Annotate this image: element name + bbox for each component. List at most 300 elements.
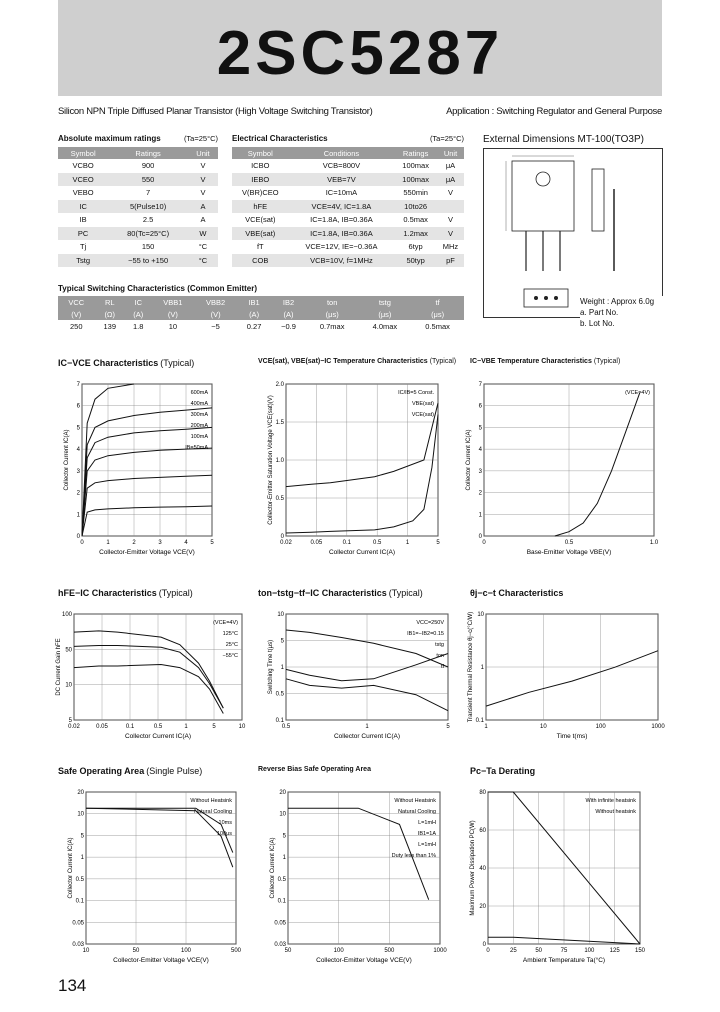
table-cell: IC=10mA bbox=[325, 188, 358, 198]
table-cell: Tstg bbox=[58, 254, 108, 268]
y-tick-label: 0.1 bbox=[75, 898, 84, 905]
chart-title-text: θj−c−t Characteristics bbox=[470, 588, 564, 598]
x-axis-label: Collector Current IC(A) bbox=[328, 549, 396, 556]
chart-annotation: 125°C bbox=[222, 631, 238, 637]
x-tick-label: 100 bbox=[595, 724, 606, 730]
chart-title-text: IC−VBE Temperature Characteristics bbox=[470, 358, 592, 365]
x-tick-label: 10 bbox=[238, 724, 246, 730]
x-tick-label: 0.5 bbox=[153, 724, 163, 730]
table-cell: IC=1.8A, IB=0.36A bbox=[289, 227, 395, 241]
x-tick-label: 1 bbox=[106, 540, 110, 546]
table-cell: IEBO bbox=[232, 173, 289, 187]
chart-title-text: ton−tstg−tf−IC Characteristics bbox=[258, 588, 387, 598]
chart-title bbox=[258, 766, 458, 773]
column-header: (A) bbox=[237, 308, 271, 320]
table-cell: V bbox=[447, 215, 453, 225]
table-cell: 150 bbox=[141, 242, 155, 252]
x-tick-label: 1.0 bbox=[649, 540, 659, 546]
table-cell: COB bbox=[232, 254, 289, 268]
y-tick-label: 4 bbox=[478, 447, 482, 454]
chart-annotation: Natural Cooling bbox=[398, 809, 436, 815]
y-tick-label: 0.05 bbox=[274, 920, 286, 927]
table-row bbox=[232, 213, 464, 227]
chart-title bbox=[470, 766, 670, 776]
y-tick-label: 0.5 bbox=[277, 876, 286, 883]
y-axis-label: Collector Current IC(A) bbox=[64, 429, 70, 491]
chart-annotation: tf bbox=[440, 664, 444, 670]
y-axis-label: Collector Current IC(A) bbox=[68, 837, 74, 899]
chart-theta-t bbox=[470, 588, 670, 743]
y-tick-label: 10 bbox=[477, 612, 484, 618]
chart-annotation: IB1=−IB2=0.15 bbox=[407, 631, 444, 637]
abs-max-table bbox=[58, 147, 218, 267]
x-tick-label: 1000 bbox=[433, 948, 447, 954]
table-cell: IC=1.8A, IB=0.36A bbox=[310, 215, 373, 225]
table-cell: 2.5 bbox=[142, 215, 154, 225]
chart-svg bbox=[258, 602, 458, 743]
table-cell: 6typ bbox=[408, 242, 423, 252]
y-tick-label: 60 bbox=[479, 828, 486, 834]
column-header: VBB1 bbox=[152, 296, 195, 308]
chart-annotation: IB=50mA bbox=[185, 445, 208, 451]
table-cell: V bbox=[188, 173, 218, 187]
table-cell: VEB=7V bbox=[289, 173, 395, 187]
table-cell: 100max bbox=[402, 161, 429, 171]
x-axis-label: Collector-Emitter Voltage VCE(V) bbox=[99, 549, 195, 556]
y-tick-label: 40 bbox=[479, 866, 486, 872]
y-tick-label: 100 bbox=[61, 612, 72, 618]
table-cell: 50typ bbox=[394, 254, 437, 268]
chart-title-text: Safe Operating Area bbox=[58, 766, 145, 776]
column-header: (A) bbox=[125, 308, 152, 320]
column-header: Symbol bbox=[232, 147, 289, 159]
x-tick-label: 0 bbox=[486, 948, 490, 954]
table-cell: 4.0max bbox=[372, 322, 398, 332]
x-tick-label: 1 bbox=[405, 540, 410, 546]
chart-annotation: Without Heatsink bbox=[394, 798, 436, 804]
x-tick-label: 0.5 bbox=[564, 540, 574, 546]
chart-annotation: IC/IB=5 Const. bbox=[398, 390, 434, 396]
chart-title bbox=[258, 358, 458, 365]
table-row bbox=[232, 227, 464, 241]
y-tick-label: 80 bbox=[479, 790, 486, 796]
chart-title-text: Pc−Ta Derating bbox=[470, 766, 536, 776]
column-header: (Ω) bbox=[95, 308, 125, 320]
table-cell: °C bbox=[198, 242, 208, 252]
x-tick-label: 0 bbox=[482, 540, 486, 546]
x-tick-label: 50 bbox=[535, 948, 543, 954]
chart-annotation: VCC=250V bbox=[416, 620, 444, 626]
chart-typical-label: (Typical) bbox=[158, 588, 193, 598]
chart-typical-label: (Typical) bbox=[593, 358, 621, 365]
table-cell: VCEO bbox=[58, 173, 108, 187]
chart-ic-vbe bbox=[466, 358, 670, 558]
x-tick-label: 0.5 bbox=[373, 540, 382, 546]
y-tick-label: 10 bbox=[65, 682, 72, 689]
chart-hfe-ic bbox=[58, 588, 244, 743]
x-tick-label: 3 bbox=[158, 540, 162, 546]
x-axis-label: Base-Emitter Voltage VBE(V) bbox=[526, 549, 612, 556]
table-row bbox=[58, 173, 218, 187]
y-tick-label: 2 bbox=[478, 490, 482, 497]
table-cell: ICBO bbox=[251, 161, 270, 171]
table-cell: °C bbox=[188, 254, 218, 268]
abs-max-condition: (Ta=25°C) bbox=[183, 134, 218, 143]
chart-svg bbox=[58, 372, 244, 558]
chart-annotation: 100mA bbox=[190, 434, 208, 440]
column-header: (A) bbox=[271, 308, 306, 320]
y-tick-label: 0.5 bbox=[75, 876, 84, 883]
y-tick-label: 20 bbox=[479, 904, 486, 910]
column-header: VCC bbox=[58, 296, 95, 308]
x-axis-label: Ambient Temperature Ta(°C) bbox=[522, 957, 606, 964]
chart-typical-label: (Single Pulse) bbox=[146, 766, 203, 776]
chart-typical-label: (Typical) bbox=[160, 358, 195, 368]
table-cell: W bbox=[188, 227, 218, 241]
table-cell: 1.2max bbox=[394, 227, 437, 241]
table-cell: 10to26 bbox=[394, 200, 437, 214]
y-tick-label: 50 bbox=[65, 647, 72, 654]
x-tick-label: 125 bbox=[609, 948, 620, 954]
chart-title-text: VCE(sat), VBE(sat)−IC Temperature Characteristics bbox=[258, 358, 428, 365]
x-tick-label: 0.02 bbox=[280, 540, 292, 546]
chart-annotation: With infinite heatsink bbox=[585, 798, 636, 804]
table-row bbox=[58, 200, 218, 214]
table-cell: MHz bbox=[442, 242, 459, 252]
chart-title bbox=[470, 588, 670, 598]
x-tick-label: 10 bbox=[539, 724, 547, 730]
y-tick-label: 2.0 bbox=[275, 382, 284, 388]
chart-rbsoa bbox=[258, 766, 458, 966]
x-tick-label: 0.02 bbox=[68, 724, 80, 730]
table-cell: hFE bbox=[232, 200, 289, 214]
table-cell: A bbox=[200, 215, 206, 225]
series-line-2 bbox=[82, 448, 212, 536]
chart-annotation: tstg bbox=[435, 642, 444, 648]
weight-note: Weight : Approx 6.0g bbox=[580, 297, 655, 306]
y-tick-label: 20 bbox=[279, 790, 286, 796]
series-line-1 bbox=[82, 475, 212, 536]
y-tick-label: 0 bbox=[482, 942, 486, 948]
switching-title: Typical Switching Characteristics (Common Emitter) bbox=[58, 284, 258, 293]
y-tick-label: 6 bbox=[76, 403, 80, 410]
table-row bbox=[232, 173, 464, 187]
abs-max-title: Absolute maximum ratings bbox=[58, 134, 161, 143]
x-tick-label: 100 bbox=[180, 948, 192, 954]
part-number: 2SC5287 bbox=[216, 19, 504, 88]
table-cell: 250 bbox=[70, 322, 83, 332]
chart-annotation: Without heatsink bbox=[595, 809, 636, 815]
y-tick-label: 5 bbox=[80, 833, 84, 840]
table-row bbox=[58, 186, 218, 200]
y-tick-label: 10 bbox=[279, 811, 286, 818]
table-cell: pF bbox=[437, 254, 464, 268]
column-header: RL bbox=[95, 296, 125, 308]
column-header: tf bbox=[411, 296, 464, 308]
table-cell bbox=[437, 200, 464, 214]
y-axis-label: Switching Time t(μs) bbox=[268, 639, 274, 695]
marking-dot bbox=[544, 296, 548, 300]
dimensions-drawing bbox=[483, 148, 663, 318]
table-cell: μA bbox=[437, 173, 464, 187]
dimension-notes bbox=[580, 296, 664, 329]
chart-annotation: −55°C bbox=[222, 653, 238, 659]
column-header: (V) bbox=[152, 308, 195, 320]
y-tick-label: 0.05 bbox=[72, 920, 84, 927]
column-header: (μs) bbox=[359, 308, 412, 320]
y-tick-label: 0 bbox=[478, 534, 482, 540]
column-header: tstg bbox=[359, 296, 412, 308]
y-axis-label: Maximum Power Dissipation PC(W) bbox=[470, 820, 476, 916]
chart-ic-vce bbox=[58, 358, 244, 558]
chart-title bbox=[58, 766, 244, 776]
x-tick-label: 5 bbox=[436, 540, 440, 546]
table-cell: fT bbox=[256, 242, 264, 252]
chart-annotation: 400mA bbox=[190, 401, 208, 407]
y-tick-label: 10 bbox=[77, 811, 84, 818]
table-row bbox=[232, 159, 464, 173]
package-body bbox=[512, 161, 574, 231]
y-tick-label: 0 bbox=[76, 534, 80, 540]
x-tick-label: 5 bbox=[212, 724, 216, 730]
table-cell: PC bbox=[58, 227, 108, 241]
y-tick-label: 0.03 bbox=[72, 942, 84, 948]
x-axis-label: Collector Current IC(A) bbox=[124, 733, 192, 740]
table-cell: IC bbox=[58, 200, 108, 214]
y-tick-label: 0.5 bbox=[275, 691, 284, 698]
electrical-table bbox=[232, 147, 464, 267]
table-row bbox=[58, 254, 218, 268]
x-tick-label: 100 bbox=[333, 948, 344, 954]
y-tick-label: 2 bbox=[76, 490, 80, 497]
chart-sw-ic bbox=[258, 588, 458, 743]
x-tick-label: 50 bbox=[284, 948, 292, 954]
chart-svg bbox=[258, 372, 458, 558]
table-cell: VCB=10V, f=1MHz bbox=[289, 254, 395, 268]
chart-annotation: 200mA bbox=[190, 423, 208, 429]
chart-annotation: Natural Cooling bbox=[194, 809, 232, 815]
column-header: ton bbox=[306, 296, 359, 308]
chart-title bbox=[470, 358, 670, 365]
column-header: Ratings bbox=[394, 147, 437, 159]
electrical-condition: (Ta=25°C) bbox=[429, 134, 464, 143]
electrical-section bbox=[232, 134, 464, 267]
series-line-0 bbox=[555, 393, 640, 536]
chart-annotation: (VCE=4V) bbox=[625, 390, 650, 396]
table-cell: 900 bbox=[141, 161, 155, 171]
chart-svg bbox=[466, 372, 670, 558]
chart-title bbox=[58, 358, 244, 368]
y-tick-label: 5 bbox=[76, 425, 80, 432]
y-tick-label: 20 bbox=[77, 790, 84, 796]
chart-annotation: Without Heatsink bbox=[190, 798, 232, 804]
y-tick-label: 1 bbox=[76, 512, 80, 519]
table-cell: 550 bbox=[108, 173, 188, 187]
column-header: IB2 bbox=[271, 296, 306, 308]
x-tick-label: 500 bbox=[384, 948, 395, 954]
chart-soa bbox=[58, 766, 244, 966]
column-header: VBB2 bbox=[194, 296, 237, 308]
table-cell: 0.5max bbox=[403, 215, 428, 225]
table-row bbox=[58, 213, 218, 227]
x-tick-label: 0.05 bbox=[310, 540, 323, 546]
table-cell: V bbox=[447, 188, 453, 198]
y-tick-label: 4 bbox=[76, 447, 80, 454]
y-axis-label: Collector-Emitter Saturation Voltage VCE(sat)(V) bbox=[268, 395, 274, 525]
table-cell: IB bbox=[79, 215, 87, 225]
x-tick-label: 10 bbox=[82, 948, 90, 954]
chart-typical-label: (Typical) bbox=[388, 588, 423, 598]
chart-svg bbox=[58, 602, 244, 743]
chart-pc-ta bbox=[470, 766, 670, 966]
column-header: (V) bbox=[58, 308, 95, 320]
series-line-1 bbox=[286, 414, 438, 533]
y-tick-label: 0.03 bbox=[274, 942, 286, 948]
x-tick-label: 50 bbox=[132, 948, 140, 954]
table-cell: μA bbox=[445, 161, 456, 171]
table-cell: VCE=4V, IC=1.8A bbox=[289, 200, 395, 214]
table-row bbox=[232, 254, 464, 268]
chart-annotation: IB1=1A bbox=[417, 831, 436, 837]
x-tick-label: 0.5 bbox=[281, 724, 291, 730]
chart-typical-label: (Typical) bbox=[429, 358, 457, 365]
y-axis-label: Collector Current IC(A) bbox=[270, 837, 276, 899]
y-tick-label: 1 bbox=[282, 855, 286, 862]
y-tick-label: 3 bbox=[76, 468, 80, 475]
y-tick-label: 10 bbox=[277, 612, 284, 618]
y-tick-label: 3 bbox=[478, 468, 482, 475]
switching-section bbox=[58, 284, 464, 334]
column-header: (V) bbox=[194, 308, 237, 320]
x-tick-label: 4 bbox=[184, 540, 188, 546]
series-line-0 bbox=[486, 651, 658, 706]
x-tick-label: 100 bbox=[584, 948, 595, 954]
x-tick-label: 2 bbox=[132, 540, 136, 546]
column-header: IB1 bbox=[237, 296, 271, 308]
part-no-note: a. Part No. bbox=[580, 308, 619, 317]
x-tick-label: 1000 bbox=[651, 724, 665, 730]
chart-annotation: 300mA bbox=[190, 412, 208, 418]
column-header: Unit bbox=[188, 147, 218, 159]
table-cell: 100max bbox=[394, 173, 437, 187]
table-cell: 80(Tc=25°C) bbox=[108, 227, 188, 241]
chart-annotation: (VCE=4V) bbox=[213, 620, 238, 626]
y-tick-label: 5 bbox=[478, 425, 482, 432]
y-tick-label: 0.1 bbox=[475, 718, 484, 724]
y-tick-label: 1.5 bbox=[275, 420, 284, 426]
chart-annotation: 10ms bbox=[218, 820, 232, 826]
chart-annotation: 600mA bbox=[190, 390, 208, 396]
chart-svg bbox=[58, 780, 244, 966]
page-number: 134 bbox=[58, 976, 87, 995]
table-row bbox=[58, 240, 218, 254]
table-cell: VCE=12V, IE=−0.36A bbox=[305, 242, 378, 252]
y-tick-label: 5 bbox=[280, 638, 284, 645]
table-cell: A bbox=[188, 200, 218, 214]
table-cell: 0.7max bbox=[319, 322, 345, 332]
marking-dot bbox=[534, 296, 538, 300]
y-axis-label: DC Current Gain hFE bbox=[56, 638, 62, 696]
table-cell: 1.8 bbox=[133, 322, 144, 332]
chart-annotation: 25°C bbox=[225, 642, 238, 648]
table-row bbox=[232, 240, 464, 254]
y-tick-label: 5 bbox=[282, 833, 286, 840]
table-cell: Tj bbox=[80, 242, 87, 252]
table-cell: V(BR)CEO bbox=[241, 188, 279, 198]
x-tick-label: 1 bbox=[484, 724, 488, 730]
x-tick-label: 25 bbox=[509, 948, 517, 954]
x-tick-label: 150 bbox=[634, 948, 646, 954]
application-note: Application : Switching Regulator and General Purpose bbox=[446, 106, 662, 117]
y-tick-label: 0.1 bbox=[277, 898, 286, 905]
table-cell: 0.27 bbox=[246, 322, 262, 332]
x-axis-label: Time t(ms) bbox=[556, 733, 588, 740]
chart-annotation: ton bbox=[436, 653, 444, 659]
table-cell: VCBO bbox=[72, 161, 94, 171]
column-header: IC bbox=[125, 296, 152, 308]
abs-max-section bbox=[58, 134, 218, 267]
dimensions-title: External Dimensions MT-100(TO3P) bbox=[483, 134, 644, 145]
column-header: (μs) bbox=[306, 308, 359, 320]
package-side-view bbox=[592, 169, 604, 231]
chart-title-text: IC−VCE Characteristics bbox=[58, 358, 159, 368]
y-tick-label: 1 bbox=[480, 665, 484, 671]
y-tick-label: 7 bbox=[76, 382, 80, 388]
table-cell: V bbox=[437, 227, 464, 241]
y-tick-label: 1 bbox=[280, 665, 284, 671]
x-axis-label: Collector-Emitter Voltage VCE(V) bbox=[316, 957, 412, 964]
electrical-title: Electrical Characteristics bbox=[232, 134, 328, 143]
y-tick-label: 0.1 bbox=[275, 718, 284, 724]
y-tick-label: 6 bbox=[478, 403, 482, 410]
chart-title bbox=[58, 588, 244, 598]
x-tick-label: 5 bbox=[210, 540, 214, 546]
table-cell: 550min bbox=[403, 188, 428, 198]
series-line-0 bbox=[74, 631, 223, 708]
table-cell: V bbox=[200, 161, 206, 171]
x-tick-label: 0.05 bbox=[96, 724, 108, 730]
x-tick-label: 5 bbox=[446, 724, 450, 730]
x-axis-label: Collector-Emitter Voltage VCE(V) bbox=[113, 957, 209, 964]
column-header: Unit bbox=[437, 147, 464, 159]
chart-title-text: Reverse Bias Safe Operating Area bbox=[258, 766, 371, 773]
chart-title bbox=[258, 588, 458, 598]
chart-annotation: VCE(sat) bbox=[411, 412, 434, 418]
x-tick-label: 1 bbox=[365, 724, 369, 730]
chart-annotation: L=1mH bbox=[418, 842, 436, 848]
mounting-hole bbox=[536, 172, 550, 186]
column-header: Ratings bbox=[108, 147, 188, 159]
x-axis-label: Collector Current IC(A) bbox=[333, 733, 401, 740]
chart-svg bbox=[470, 602, 670, 743]
y-tick-label: 0 bbox=[280, 534, 284, 540]
table-cell: 7 bbox=[146, 188, 151, 198]
chart-svg bbox=[258, 780, 458, 966]
column-header: (μs) bbox=[411, 308, 464, 320]
column-header: Conditions bbox=[289, 147, 395, 159]
series-line-1 bbox=[86, 808, 233, 867]
x-tick-label: 0.1 bbox=[125, 724, 135, 730]
column-header: Symbol bbox=[58, 147, 108, 159]
table-cell: 139 bbox=[103, 322, 116, 332]
chart-vsat-ic bbox=[258, 358, 458, 558]
x-tick-label: 0 bbox=[80, 540, 84, 546]
table-cell: 5(Pulse10) bbox=[108, 200, 188, 214]
device-description: Silicon NPN Triple Diffused Planar Transistor (High Voltage Switching Transistor) bbox=[58, 106, 373, 117]
x-tick-label: 75 bbox=[560, 948, 568, 954]
table-cell: −5 bbox=[211, 322, 220, 332]
series-line-0 bbox=[82, 506, 212, 536]
